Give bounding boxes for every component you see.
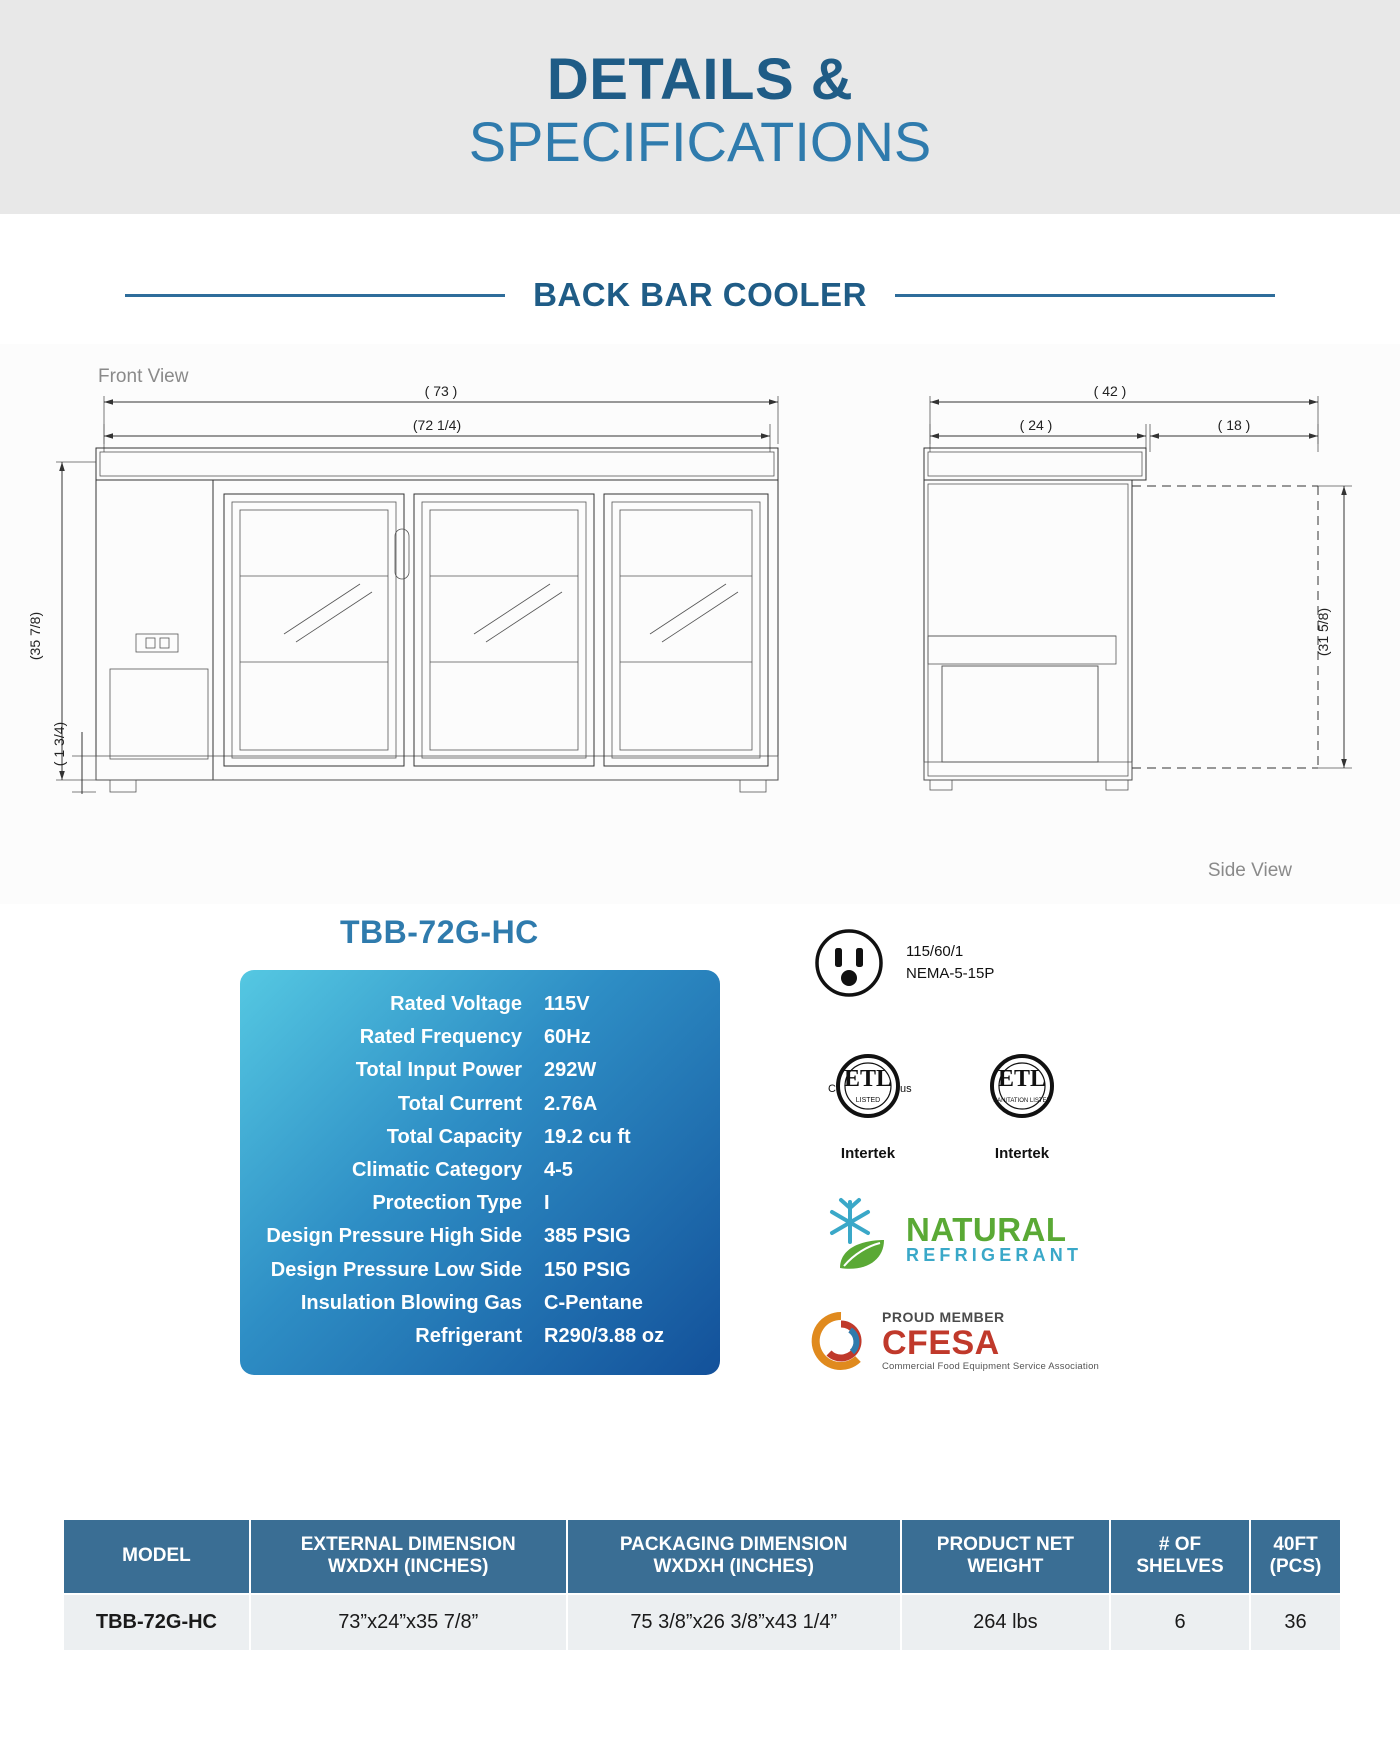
col-header-line2: WEIGHT bbox=[967, 1556, 1044, 1578]
etl-row bbox=[820, 1038, 1290, 1162]
spec-card bbox=[240, 970, 720, 1375]
etl-caption: Intertek bbox=[994, 1145, 1050, 1162]
spec-value: 2.76A bbox=[544, 1092, 598, 1115]
spec-label: Insulation Blowing Gas bbox=[300, 1291, 522, 1314]
page-title-line1: DETAILS & bbox=[546, 46, 854, 112]
etl-caption: Intertek bbox=[840, 1145, 896, 1162]
col-header-line1: PRODUCT NET bbox=[936, 1534, 1075, 1555]
etl-sanitation-icon bbox=[974, 1038, 1070, 1134]
plug-text bbox=[906, 941, 994, 986]
certifications-column bbox=[810, 924, 1290, 1372]
section-title-row bbox=[0, 276, 1400, 314]
cfesa-proud-member: PROUD MEMBER bbox=[882, 1309, 1005, 1325]
cell-weight: 264 lbs bbox=[901, 1594, 1110, 1651]
spec-row bbox=[254, 1121, 694, 1154]
cell-packaging: 75 3/8”x26 3/8”x43 1/4” bbox=[567, 1594, 901, 1651]
svg-text:( 18 ): ( 18 ) bbox=[1217, 417, 1251, 433]
spec-label: Protection Type bbox=[372, 1192, 522, 1215]
etl-listed-icon bbox=[820, 1038, 916, 1134]
spec-row bbox=[254, 1287, 694, 1320]
cell-shelves: 6 bbox=[1110, 1594, 1250, 1651]
col-header-external bbox=[250, 1519, 567, 1594]
col-header-line1: # OF bbox=[1158, 1534, 1202, 1555]
plug-line1: 115/60/1 bbox=[906, 942, 964, 960]
nema-plug-icon bbox=[810, 924, 888, 1002]
natural-refrigerant-badge bbox=[810, 1196, 1290, 1280]
cell-external: 73”x24”x35 7/8” bbox=[250, 1594, 567, 1651]
table-row bbox=[63, 1594, 1341, 1651]
svg-text:us: us bbox=[900, 1083, 912, 1095]
spec-value: R290/3.88 oz bbox=[544, 1324, 665, 1347]
svg-text:( 73 ): ( 73 ) bbox=[424, 383, 458, 399]
natural-refrigerant-text bbox=[906, 1210, 1083, 1265]
side-view-label: Side View bbox=[1207, 860, 1292, 881]
spec-label: Rated Frequency bbox=[359, 1026, 522, 1049]
svg-text:C: C bbox=[828, 1083, 836, 1095]
col-header-line1: PACKAGING DIMENSION bbox=[619, 1534, 848, 1555]
spec-value: 385 PSIG bbox=[544, 1225, 631, 1248]
spec-value: 292W bbox=[544, 1059, 597, 1082]
section-rule-left bbox=[125, 294, 505, 297]
col-header-line2: SHELVES bbox=[1136, 1556, 1224, 1578]
page-header bbox=[0, 0, 1400, 214]
spec-label: Climatic Category bbox=[351, 1158, 522, 1181]
svg-text:LISTED: LISTED bbox=[855, 1097, 881, 1104]
spec-label: Total Capacity bbox=[386, 1125, 522, 1148]
svg-text:( 42 ): ( 42 ) bbox=[1093, 383, 1127, 399]
col-header-line1: MODEL bbox=[122, 1545, 191, 1567]
svg-text:( 1 3/4): ( 1 3/4) bbox=[51, 721, 67, 767]
col-header-packaging bbox=[567, 1519, 901, 1594]
front-view-label: Front View bbox=[98, 366, 189, 387]
plug-spec bbox=[810, 924, 1290, 1002]
technical-drawing-area bbox=[0, 344, 1400, 904]
svg-text:ETL: ETL bbox=[843, 1066, 893, 1092]
col-header-line2: (PCS) bbox=[1269, 1556, 1322, 1578]
col-header-line2: WXDXH (INCHES) bbox=[653, 1556, 814, 1578]
col-header-line2: WXDXH (INCHES) bbox=[328, 1556, 489, 1578]
cfesa-full-name: Commercial Food Equipment Service Association bbox=[882, 1360, 1100, 1372]
spec-row bbox=[254, 1154, 694, 1187]
spec-label: Design Pressure High Side bbox=[266, 1225, 522, 1248]
col-header-line1: 40FT bbox=[1273, 1534, 1318, 1555]
svg-text:ETL: ETL bbox=[997, 1066, 1047, 1092]
page-title-line2: SPECIFICATIONS bbox=[468, 109, 932, 173]
col-header-weight bbox=[901, 1519, 1110, 1594]
spec-label: Total Input Power bbox=[355, 1059, 522, 1082]
col-header-model bbox=[63, 1519, 250, 1594]
spec-label: Refrigerant bbox=[415, 1324, 522, 1347]
spec-value: I bbox=[544, 1192, 550, 1215]
cell-pcs: 36 bbox=[1250, 1594, 1341, 1651]
spec-row bbox=[254, 1220, 694, 1253]
model-name: TBB-72G-HC bbox=[340, 914, 539, 950]
cfesa-name: CFESA bbox=[882, 1324, 1000, 1363]
svg-text:(31 5/8): (31 5/8) bbox=[1315, 607, 1331, 657]
cfesa-icon bbox=[810, 1310, 872, 1372]
cell-model: TBB-72G-HC bbox=[63, 1594, 250, 1651]
col-header-line1: EXTERNAL DIMENSION bbox=[300, 1534, 516, 1555]
spec-row bbox=[254, 1021, 694, 1054]
spec-value: 60Hz bbox=[544, 1026, 591, 1049]
spec-row bbox=[254, 1320, 694, 1353]
natural-refrigerant-sub: REFRIGERANT bbox=[906, 1244, 1083, 1265]
etl-sanitation bbox=[974, 1038, 1070, 1162]
svg-text:( 24 ): ( 24 ) bbox=[1019, 417, 1053, 433]
dimensions-table-wrap bbox=[62, 1518, 1342, 1652]
section-title: BACK BAR COOLER bbox=[533, 276, 867, 313]
plug-line2: NEMA-5-15P bbox=[906, 965, 995, 982]
spec-value: 4-5 bbox=[544, 1158, 573, 1181]
spec-row bbox=[254, 1187, 694, 1220]
front-view-drawing bbox=[0, 344, 1400, 904]
col-header-shelves bbox=[1110, 1519, 1250, 1594]
svg-text:(72 1/4): (72 1/4) bbox=[412, 417, 462, 433]
etl-listed bbox=[820, 1038, 916, 1162]
spec-row bbox=[254, 1088, 694, 1121]
cfesa-badge bbox=[810, 1310, 1290, 1372]
col-header-pcs bbox=[1250, 1519, 1341, 1594]
model-spec-section bbox=[0, 914, 1400, 1384]
cfesa-text bbox=[882, 1310, 1099, 1372]
spec-value: C-Pentane bbox=[544, 1291, 643, 1314]
spec-label: Rated Voltage bbox=[390, 993, 522, 1015]
natural-refrigerant-icon bbox=[810, 1196, 900, 1280]
spec-row bbox=[254, 988, 694, 1021]
spec-value: 115V bbox=[544, 993, 590, 1015]
natural-refrigerant-main: NATURAL bbox=[906, 1210, 1067, 1248]
spec-label: Design Pressure Low Side bbox=[270, 1258, 522, 1281]
svg-text:SANITATION LISTED: SANITATION LISTED bbox=[993, 1098, 1051, 1104]
dimensions-table bbox=[62, 1518, 1342, 1652]
spec-label: Total Current bbox=[397, 1092, 522, 1115]
section-rule-right bbox=[895, 294, 1275, 297]
spec-value: 150 PSIG bbox=[544, 1258, 631, 1281]
spec-value: 19.2 cu ft bbox=[544, 1125, 631, 1148]
spec-row bbox=[254, 1054, 694, 1087]
svg-text:(35 7/8): (35 7/8) bbox=[27, 611, 43, 661]
spec-row bbox=[254, 1254, 694, 1287]
table-header-row bbox=[63, 1519, 1341, 1594]
